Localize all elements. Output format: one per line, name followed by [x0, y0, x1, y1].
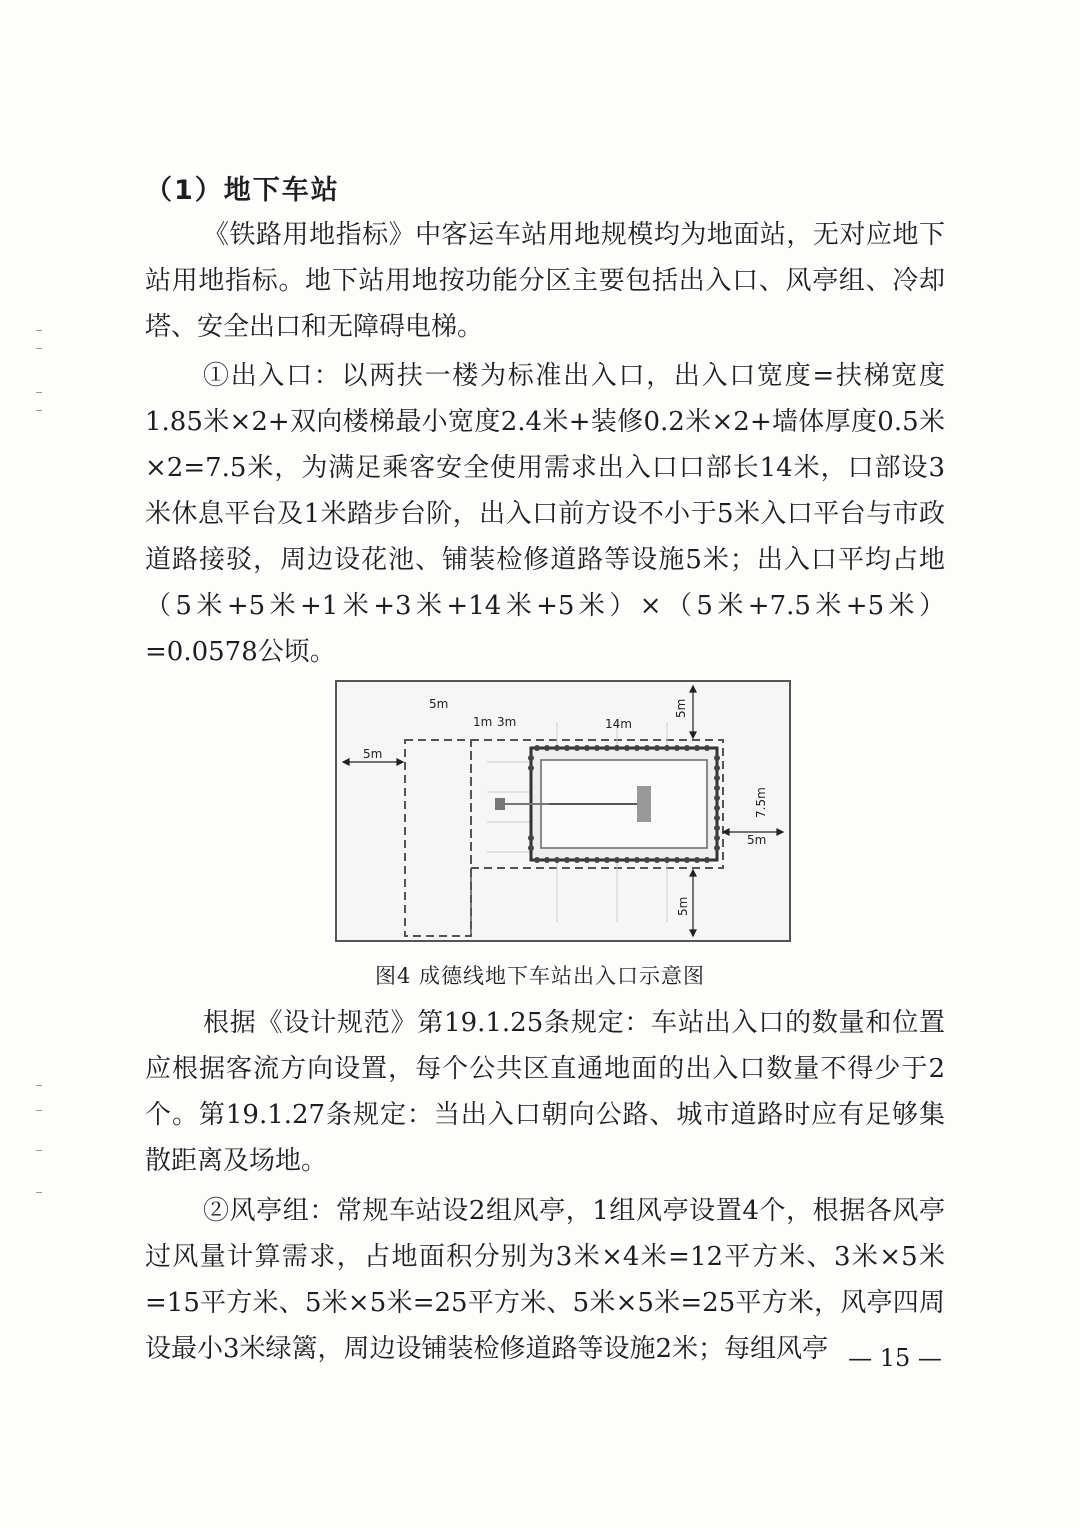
paragraph-regulation: 根据《设计规范》第19.1.25条规定：车站出入口的数量和位置应根据客流方向设置，每个公共区直通地面的出入口数量不得少于2个。第19.1.27条规定：当出入口朝向公路、城市道路时应有足够集散距离及场地。	[145, 1008, 945, 1176]
dim-step-1m: 1m	[473, 715, 493, 729]
margin-mark	[36, 392, 42, 393]
margin-mark	[36, 1192, 42, 1193]
margin-mark	[36, 410, 42, 411]
figure-caption: 图4 成德线地下车站出入口示意图	[374, 964, 706, 988]
paragraph-intro: 《铁路用地指标》中客运车站用地规模均为地面站，无对应地下站用地指标。地下站用地按功能分区主要包括出入口、风亭组、冷却塔、安全出口和无障碍电梯。	[145, 220, 945, 342]
dim-platform-3m: 3m	[497, 715, 517, 729]
entrance-marker	[495, 798, 505, 810]
left-boundary-zone	[405, 740, 471, 936]
entrance-diagram	[335, 680, 791, 942]
dim-top-5m: 5m	[429, 697, 449, 711]
margin-mark	[36, 1110, 42, 1111]
dim-bottom-5m: 5m	[676, 896, 690, 916]
margin-mark	[36, 330, 42, 331]
paragraph-ventilation: ②风亭组：常规车站设2组风亭，1组风亭设置4个，根据各风亭过风量计算需求，占地面积分别为3米×4米=12平方米、3米×5米=15平方米、5米×5米=25平方米、5米×5米=25平方米，风亭四周设最小3米绿篱，周边设铺装检修道路等设施2米；每组风亭	[145, 1196, 945, 1364]
entrance-diagram-svg	[337, 682, 789, 940]
margin-mark	[36, 1085, 42, 1086]
dim-right-5m: 5m	[747, 833, 767, 847]
dim-length-14m: 14m	[605, 717, 632, 731]
margin-mark	[36, 1150, 42, 1151]
paragraph-entrance: ①出入口：以两扶一楼为标准出入口，出入口宽度=扶梯宽度1.85米×2+双向楼梯最小宽度2.4米+装修0.2米×2+墙体厚度0.5米×2=7.5米，为满足乘客安全使用需求出入口口部长14米，口部设3米休息平台及1米踏步台阶，出入口前方设不小于5米入口平台与市政道路接驳，周边设花池、铺装检修道路等设施5米；出入口平均占地（5米+5米+1米+3米+14米+5米）×（5米+7.5米+5米）=0.0578公顷。	[145, 361, 945, 667]
section-heading: （1）地下车站	[145, 175, 340, 206]
dim-top-right-5m: 5m	[674, 698, 688, 718]
page-number: — 15 —	[848, 1344, 942, 1372]
margin-mark	[36, 348, 42, 349]
dim-width-7-5m: 7.5m	[754, 787, 768, 818]
dim-left-5m: 5m	[363, 747, 383, 761]
escalator-block	[637, 786, 651, 822]
